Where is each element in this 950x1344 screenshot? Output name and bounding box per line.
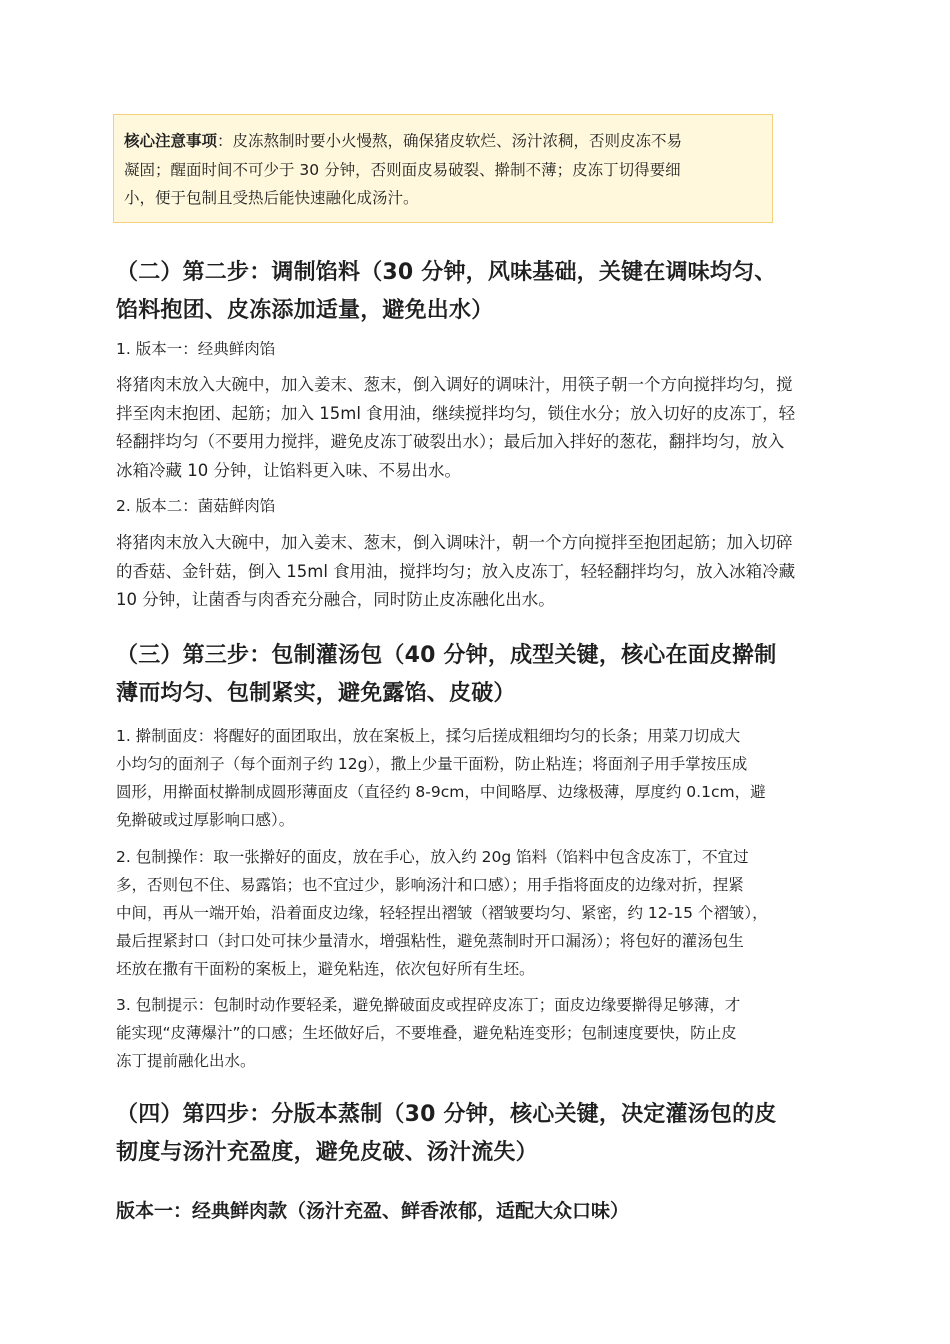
heading-line: 薄而均匀、包制紧实，避免露馅、皮破） bbox=[116, 681, 516, 706]
paragraph-line: 2. 包制操作：取一张擀好的面皮，放在手心，放入约 20g 馅料（馅料中包含皮冻丁，不宜过 bbox=[116, 848, 749, 866]
paragraph-line: 将猪肉末放入大碗中，加入姜末、葱末，倒入调好的调味汁，用筷子朝一个方向搅拌均匀，搅 bbox=[116, 375, 793, 394]
paragraph-line: 免擀破或过厚影响口感）。 bbox=[116, 811, 295, 829]
paragraph-line: 多，否则包不住、易露馅；也不宜过少，影响汤汁和口感）；用手指将面皮的边缘对折，捏紧 bbox=[116, 876, 744, 894]
step2-version1-text bbox=[116, 371, 838, 485]
paragraph-line: 冰箱冷藏 10 分钟，让馅料更入味、不易出水。 bbox=[116, 460, 461, 480]
key-notes-text: 小，便于包制且受热后能快速融化成汤汁。 bbox=[124, 189, 419, 207]
key-notes-text: ：皮冻熬制时要小火慢熬，确保猪皮软烂、汤汁浓稠，否则皮冻不易 bbox=[217, 132, 683, 150]
paragraph-line: 将猪肉末放入大碗中，加入姜末、葱末，倒入调味汁，朝一个方向搅拌至抱团起筋；加入切碎 bbox=[116, 533, 793, 552]
step2-heading bbox=[116, 254, 836, 330]
paragraph-line: 的香菇、金针菇，倒入 15ml 食用油，搅拌均匀；放入皮冻丁，轻轻翻拌均匀，放入冰箱冷藏 bbox=[116, 561, 796, 581]
heading-line: （三）第三步：包制灌汤包（40 分钟，成型关键，核心在面皮擀制 bbox=[116, 643, 777, 668]
key-notes-text: 凝固；醒面时间不可少于 30 分钟，否则面皮易破裂、擀制不薄；皮冻丁切得要细 bbox=[124, 160, 681, 179]
step3-item-wrapping bbox=[116, 843, 838, 983]
paragraph-line: 能实现“皮薄爆汁”的口感；生坯做好后，不要堆叠，避免粘连变形；包制速度要快，防止皮 bbox=[116, 1024, 737, 1042]
step3-heading bbox=[116, 637, 836, 713]
paragraph-line: 冻丁提前融化出水。 bbox=[116, 1052, 256, 1070]
paragraph-line: 3. 包制提示：包制时动作要轻柔，避免擀破面皮或捏碎皮冻丁；面皮边缘要擀得足够薄，才 bbox=[116, 996, 741, 1014]
paragraph-line: 拌至肉末抱团、起筋；加入 15ml 食用油，继续搅拌均匀，锁住水分；放入切好的皮冻丁，轻 bbox=[116, 403, 796, 423]
heading-line: 韧度与汤汁充盈度，避免皮破、汤汁流失） bbox=[116, 1140, 538, 1165]
paragraph-line: 最后捏紧封口（封口处可抹少量清水，增强粘性，避免蒸制时开口漏汤）；将包好的灌汤包生 bbox=[116, 932, 744, 950]
key-notes-box bbox=[113, 114, 773, 223]
step4-version1-subheading: 版本一：经典鲜肉款（汤汁充盈、鲜香浓郁，适配大众口味） bbox=[116, 1200, 630, 1222]
heading-line: 馅料抱团、皮冻添加适量，避免出水） bbox=[116, 298, 494, 323]
paragraph-line: 轻翻拌均匀（不要用力搅拌，避免皮冻丁破裂出水）；最后加入拌好的葱花，翻拌均匀，放入 bbox=[116, 432, 785, 451]
paragraph-line: 1. 擀制面皮：将醒好的面团取出，放在案板上，揉匀后搓成粗细均匀的长条；用菜刀切成大 bbox=[116, 727, 741, 745]
step2-version2-label: 2. 版本二：菌菇鲜肉馅 bbox=[116, 497, 276, 515]
heading-line: （二）第二步：调制馅料（30 分钟，风味基础，关键在调味均匀、 bbox=[116, 260, 777, 285]
paragraph-line: 坯放在撒有干面粉的案板上，避免粘连，依次包好所有生坯。 bbox=[116, 960, 535, 978]
heading-line: （四）第四步：分版本蒸制（30 分钟，核心关键，决定灌汤包的皮 bbox=[116, 1102, 777, 1127]
step4-heading bbox=[116, 1096, 836, 1172]
paragraph-line: 10 分钟，让菌香与肉香充分融合，同时防止皮冻融化出水。 bbox=[116, 590, 555, 609]
paragraph-line: 中间，再从一端开始，沿着面皮边缘，轻轻捏出褶皱（褶皱要均匀、紧密，约 12-15 个褶皱）， bbox=[116, 904, 768, 922]
paragraph-line: 小均匀的面剂子（每个面剂子约 12g），撒上少量干面粉，防止粘连；将面剂子用手掌按压成 bbox=[116, 755, 748, 773]
step3-item-rolling bbox=[116, 722, 838, 834]
step2-version1-label: 1. 版本一：经典鲜肉馅 bbox=[116, 340, 276, 358]
paragraph-line: 圆形，用擀面杖擀制成圆形薄面皮（直径约 8-9cm，中间略厚、边缘极薄，厚度约 0.1cm，避 bbox=[116, 783, 766, 801]
step3-item-tips bbox=[116, 991, 838, 1075]
step2-version2-text bbox=[116, 529, 838, 615]
key-notes-label: 核心注意事项 bbox=[124, 132, 218, 150]
